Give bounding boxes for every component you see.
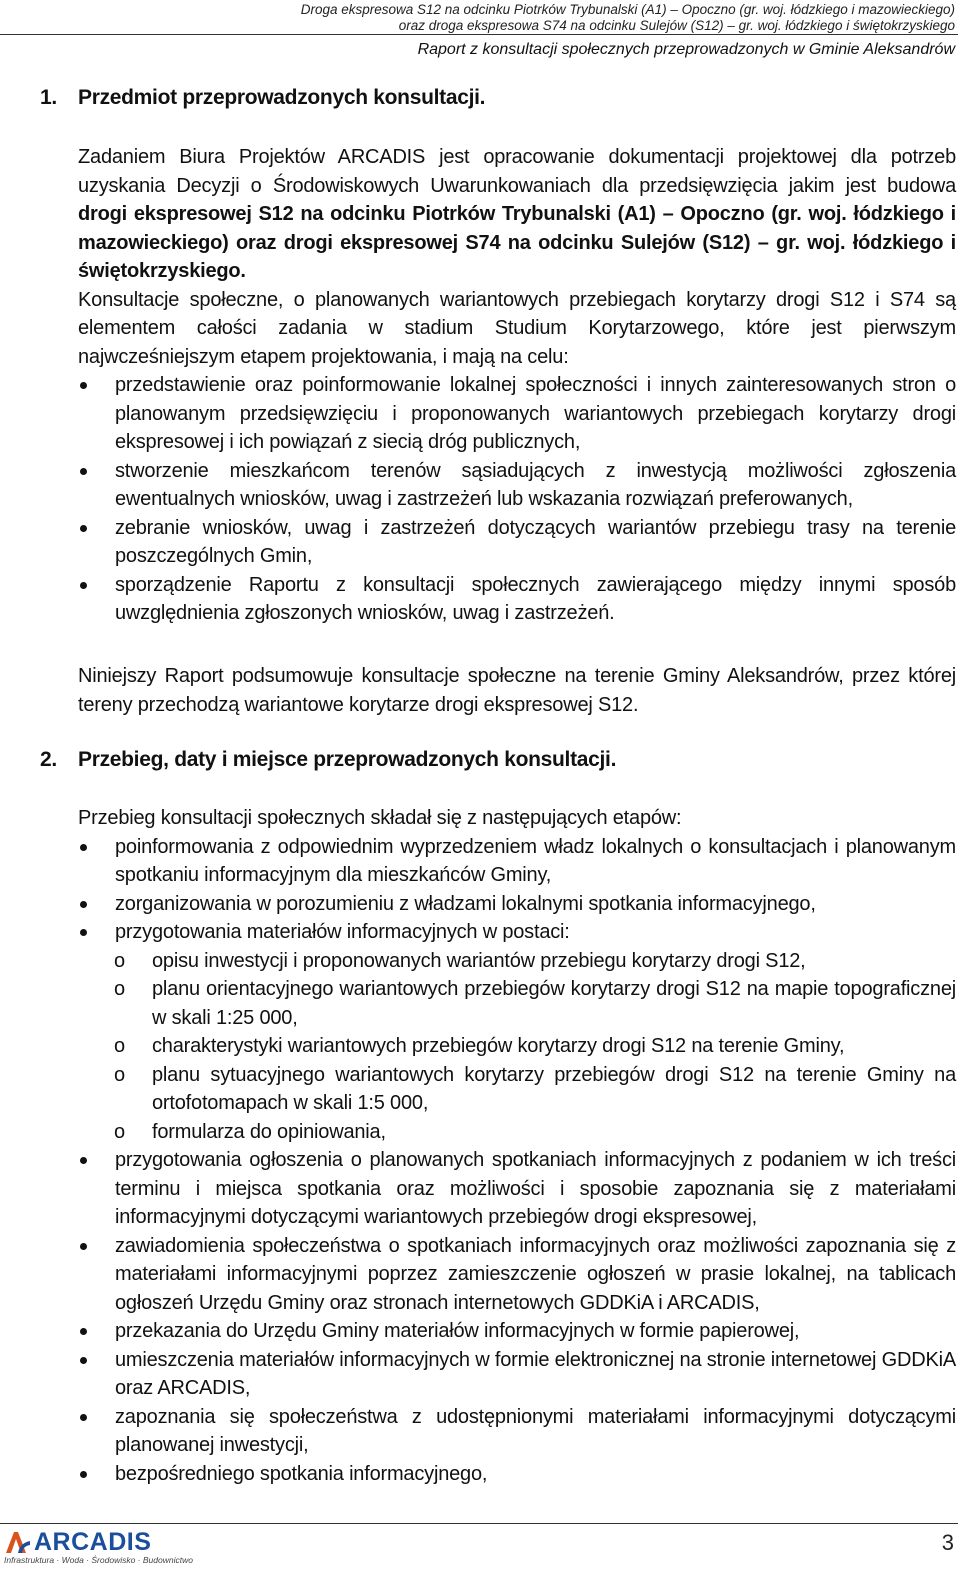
list-item: poinformowania z odpowiednim wyprzedzeniem władz lokalnych o konsultacjach i planowanym spotkaniu informacyjnym dla mieszkańców Gminy, — [78, 833, 956, 890]
logo-text: ARCADIS — [34, 1528, 152, 1556]
goals-list — [78, 371, 956, 628]
sublist-item: o formularza do opiniowania, — [78, 1118, 956, 1147]
sublist-item: o charakterystyki wariantowych przebiegów korytarzy drogi S12 na terenie Gminy, — [78, 1032, 956, 1061]
intro-paragraph — [78, 143, 956, 286]
list-item: sporządzenie Raportu z konsultacji społecznych zawierającego między innymi sposób uwzględnienia zgłoszonych wniosków, uwag i zastrzeżeń. — [78, 571, 956, 628]
section-1-title: Przedmiot przeprowadzonych konsultacji. — [78, 86, 486, 109]
sublist-item: o planu sytuacyjnego wariantowych korytarzy przebiegów drogi S12 na terenie Gminy na ortofotomapach w skali 1:5 000, — [78, 1061, 956, 1118]
section-1-heading — [0, 86, 960, 116]
header-line-1: Droga ekspresowa S12 na odcinku Piotrków Trybunalski (A1) – Opoczno (gr. woj. łódzkiego i mazowieckiego) — [300, 2, 955, 17]
arcadis-mark-icon — [4, 1529, 32, 1555]
header-divider — [0, 34, 958, 35]
list-item: zapoznania się społeczeństwa z udostępnionymi materiałami informacyjnymi dotyczącymi planowanej inwestycji, — [78, 1403, 956, 1460]
section-2-number: 2. — [40, 748, 57, 771]
page-number: 3 — [941, 1530, 954, 1555]
list-item: umieszczenia materiałów informacyjnych w formie elektronicznej na stronie internetowej GDDKiA oraz ARCADIS, — [78, 1346, 956, 1403]
intro-bold-text: drogi ekspresowej S12 na odcinku Piotrków Trybunalski (A1) – Opoczno (gr. woj. łódzkiego i mazowieckiego) oraz drogi ekspresowej S74 na odcinku Sulejów (S12) – gr. woj. łódzkiego i świętokrzyskiego. — [78, 203, 956, 282]
sublist-item: o planu orientacyjnego wariantowych przebiegów korytarzy drogi S12 na mapie topograficznej w skali 1:25 000, — [78, 975, 956, 1032]
intro-text: Zadaniem Biura Projektów ARCADIS jest opracowanie dokumentacji projektowej dla potrzeb uzyskania Decyzji o Środowiskowych Uwarunkowaniach dla przedsięwzięcia jakim jest budowa — [78, 146, 956, 197]
list-item: przekazania do Urzędu Gminy materiałów informacyjnych w formie papierowej, — [78, 1317, 956, 1346]
header-line-2: oraz droga ekspresowa S74 na odcinku Sulejów (S12) – gr. woj. łódzkiego i świętokrzyskiego — [398, 18, 955, 33]
list-item: zorganizowania w porozumieniu z władzami lokalnymi spotkania informacyjnego, — [78, 890, 956, 919]
section-2-heading — [0, 748, 960, 778]
section-1-intro — [78, 143, 956, 628]
list-item — [78, 918, 956, 1146]
page-header — [0, 0, 960, 60]
header-line-3: Raport z konsultacji społecznych przeprowadzonych w Gminie Aleksandrów — [417, 41, 955, 58]
consultation-paragraph: Konsultacje społeczne, o planowanych wariantowych przebiegach korytarzy drogi S12 i S74 są elementem całości zadania w stadium Studium Korytarzowego, które jest pierwszym najwcześniejszym etapem projektowania, i mają na celu: — [78, 288, 956, 368]
list-item: przedstawienie oraz poinformowanie lokalnej społeczności i innych zainteresowanych stron o planowanym przedsięwzięciu i proponowanych wariantowych przebiegach korytarzy drogi ekspresowej i ich powiązań z siecią dróg publicznych, — [78, 371, 956, 457]
list-item: bezpośredniego spotkania informacyjnego, — [78, 1460, 956, 1489]
arcadis-logo — [4, 1528, 193, 1568]
sublist-item: o opisu inwestycji i proponowanych wariantów przebiegu korytarzy drogi S12, — [78, 947, 956, 976]
summary-paragraph: Niniejszy Raport podsumowuje konsultacje społeczne na terenie Gminy Aleksandrów, przez której tereny przechodzą wariantowe korytarze drogi ekspresowej S12. — [78, 665, 956, 716]
list-item-text: przygotowania materiałów informacyjnych w postaci: — [115, 921, 570, 943]
section-2-content — [78, 804, 956, 1488]
steps-intro: Przebieg konsultacji społecznych składał się z następujących etapów: — [78, 807, 682, 829]
section-1-number: 1. — [40, 86, 57, 109]
steps-list — [78, 833, 956, 1489]
footer-divider — [0, 1523, 958, 1524]
logo-tagline: Infrastruktura · Woda · Środowisko · Budownictwo — [4, 1555, 193, 1565]
list-item: zawiadomienia społeczeństwa o spotkaniach informacyjnych oraz możliwości zapoznania się z materiałami informacyjnymi poprzez zamieszczenie ogłoszeń w prasie lokalnej, na tablicach ogłoszeń Urzędu Gminy oraz stronach internetowych GDDKiA i ARCADIS, — [78, 1232, 956, 1318]
materials-sublist — [78, 947, 956, 1147]
logo-mark-shape — [6, 1532, 26, 1553]
summary-block — [78, 662, 956, 719]
list-item: stworzenie mieszkańcom terenów sąsiadujących z inwestycją możliwości zgłoszenia ewentualnych wniosków, uwag i zastrzeżeń lub wskazania rozwiązań preferowanych, — [78, 457, 956, 514]
list-item: zebranie wniosków, uwag i zastrzeżeń dotyczących wariantów przebiegu trasy na terenie poszczególnych Gmin, — [78, 514, 956, 571]
list-item: przygotowania ogłoszenia o planowanych spotkaniach informacyjnych z podaniem w ich treści terminu i miejsca spotkania oraz możliwości i sposobie zapoznania się z materiałami informacyjnymi dotyczącymi wariantowych przebiegów drogi ekspresowej, — [78, 1146, 956, 1232]
section-2-title: Przebieg, daty i miejsce przeprowadzonych konsultacji. — [78, 748, 617, 771]
